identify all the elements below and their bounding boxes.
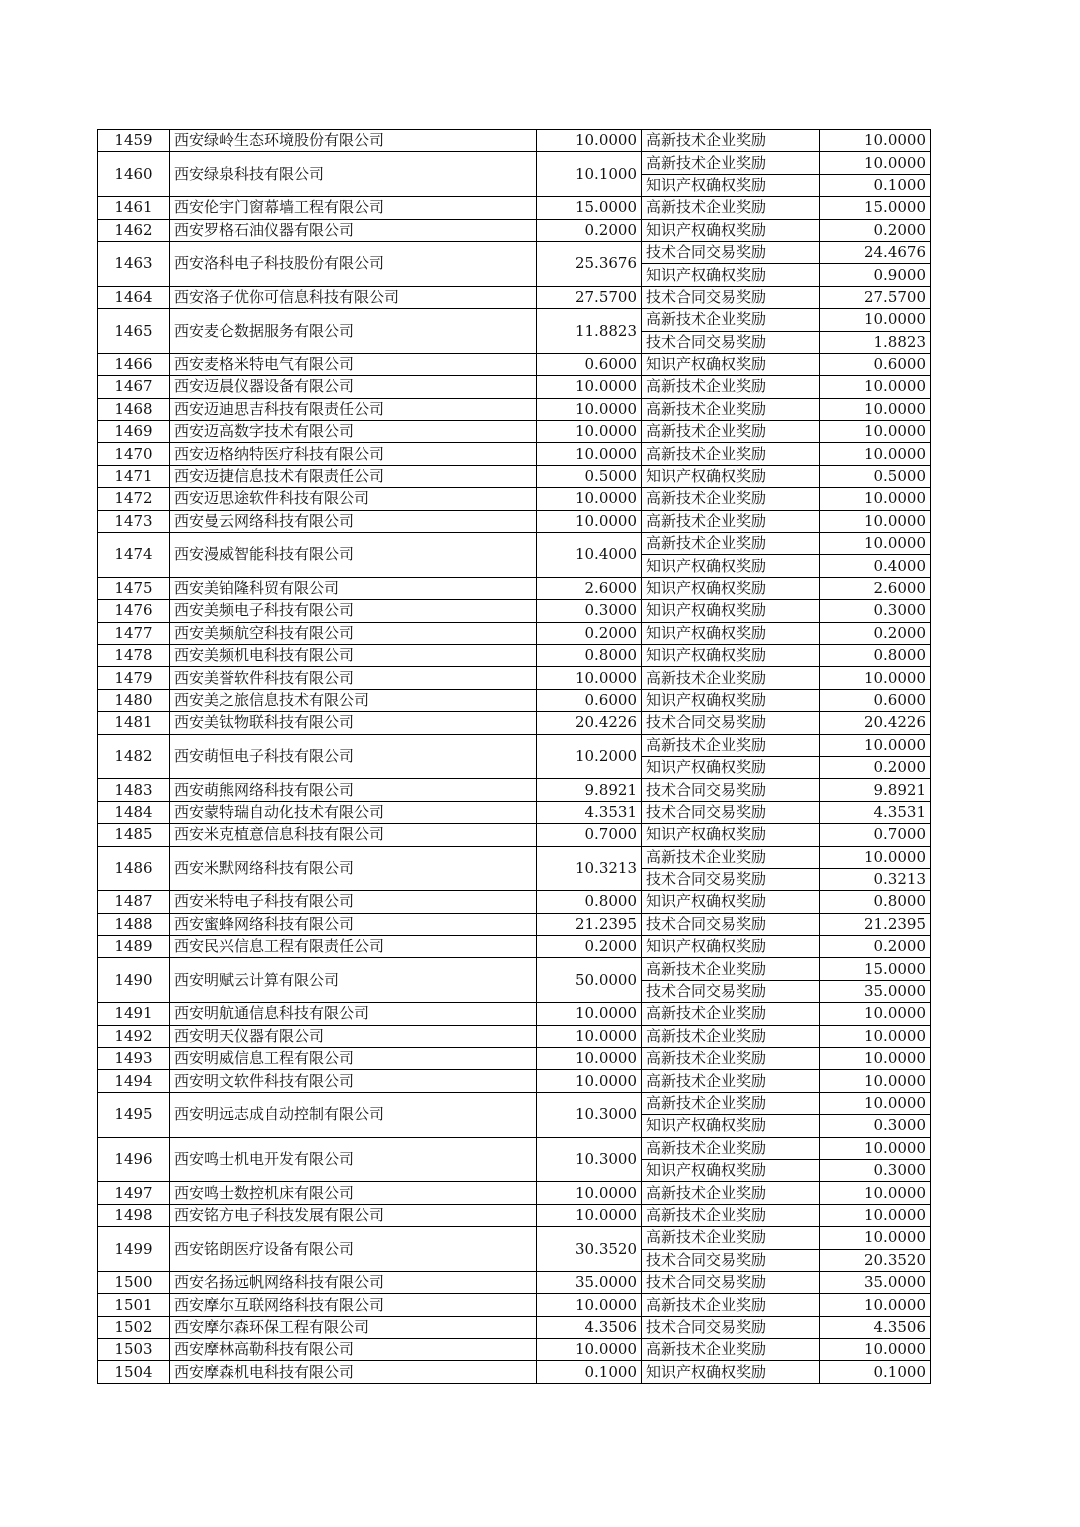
row-number: 1485 xyxy=(98,824,170,846)
total-amount: 15.0000 xyxy=(537,197,642,219)
total-amount: 0.2000 xyxy=(537,622,642,644)
row-number: 1465 xyxy=(98,309,170,354)
table-row xyxy=(98,1137,931,1159)
award-table xyxy=(97,129,931,1384)
table-row xyxy=(98,1092,931,1114)
table-row xyxy=(98,712,931,734)
award-type: 技术合同交易奖励 xyxy=(642,980,820,1002)
award-amount: 0.3213 xyxy=(820,868,931,890)
award-amount: 0.6000 xyxy=(820,353,931,375)
table-row xyxy=(98,600,931,622)
total-amount: 0.8000 xyxy=(537,891,642,913)
company-name: 西安明文软件科技有限公司 xyxy=(170,1070,537,1092)
total-amount: 50.0000 xyxy=(537,958,642,1003)
total-amount: 4.3506 xyxy=(537,1316,642,1338)
award-amount: 4.3506 xyxy=(820,1316,931,1338)
total-amount: 10.0000 xyxy=(537,488,642,510)
award-type: 高新技术企业奖励 xyxy=(642,1092,820,1114)
total-amount: 20.4226 xyxy=(537,712,642,734)
award-type: 知识产权确权奖励 xyxy=(642,622,820,644)
award-type: 高新技术企业奖励 xyxy=(642,488,820,510)
award-type: 知识产权确权奖励 xyxy=(642,824,820,846)
award-type: 知识产权确权奖励 xyxy=(642,936,820,958)
award-type: 知识产权确权奖励 xyxy=(642,577,820,599)
award-type: 技术合同交易奖励 xyxy=(642,241,820,263)
row-number: 1488 xyxy=(98,913,170,935)
company-name: 西安米特电子科技有限公司 xyxy=(170,891,537,913)
company-name: 西安迈晨仪器设备有限公司 xyxy=(170,376,537,398)
award-amount: 10.0000 xyxy=(820,1092,931,1114)
company-name: 西安蜜蜂网络科技有限公司 xyxy=(170,913,537,935)
table-row xyxy=(98,219,931,241)
company-name: 西安摩林高勒科技有限公司 xyxy=(170,1339,537,1361)
total-amount: 10.0000 xyxy=(537,1182,642,1204)
company-name: 西安萌熊网络科技有限公司 xyxy=(170,779,537,801)
award-amount: 0.2000 xyxy=(820,756,931,778)
table-row xyxy=(98,286,931,308)
award-type: 高新技术企业奖励 xyxy=(642,734,820,756)
award-type: 技术合同交易奖励 xyxy=(642,1271,820,1293)
row-number: 1477 xyxy=(98,622,170,644)
award-amount: 35.0000 xyxy=(820,1271,931,1293)
table-row xyxy=(98,421,931,443)
award-amount: 0.7000 xyxy=(820,824,931,846)
table-row xyxy=(98,1003,931,1025)
total-amount: 25.3676 xyxy=(537,241,642,286)
company-name: 西安麦格米特电气有限公司 xyxy=(170,353,537,375)
row-number: 1484 xyxy=(98,801,170,823)
table-row xyxy=(98,1271,931,1293)
award-type: 高新技术企业奖励 xyxy=(642,958,820,980)
award-amount: 20.4226 xyxy=(820,712,931,734)
award-type: 高新技术企业奖励 xyxy=(642,421,820,443)
row-number: 1483 xyxy=(98,779,170,801)
award-type: 知识产权确权奖励 xyxy=(642,264,820,286)
award-type: 知识产权确权奖励 xyxy=(642,1159,820,1181)
table-row xyxy=(98,1316,931,1338)
table-row xyxy=(98,533,931,555)
award-type: 高新技术企业奖励 xyxy=(642,1070,820,1092)
company-name: 西安洛科电子科技股份有限公司 xyxy=(170,241,537,286)
total-amount: 10.0000 xyxy=(537,376,642,398)
company-name: 西安美之旅信息技术有限公司 xyxy=(170,689,537,711)
company-name: 西安美誉软件科技有限公司 xyxy=(170,667,537,689)
row-number: 1496 xyxy=(98,1137,170,1182)
company-name: 西安麦仑数据服务有限公司 xyxy=(170,309,537,354)
award-amount: 0.9000 xyxy=(820,264,931,286)
table-row xyxy=(98,152,931,174)
table-row xyxy=(98,1048,931,1070)
award-amount: 10.0000 xyxy=(820,1339,931,1361)
company-name: 西安绿岭生态环境股份有限公司 xyxy=(170,130,537,152)
total-amount: 10.0000 xyxy=(537,421,642,443)
row-number: 1479 xyxy=(98,667,170,689)
award-amount: 35.0000 xyxy=(820,980,931,1002)
company-name: 西安摩森机电科技有限公司 xyxy=(170,1361,537,1383)
company-name: 西安迈思途软件科技有限公司 xyxy=(170,488,537,510)
row-number: 1459 xyxy=(98,130,170,152)
company-name: 西安米默网络科技有限公司 xyxy=(170,846,537,891)
company-name: 西安明天仪器有限公司 xyxy=(170,1025,537,1047)
table-row xyxy=(98,1070,931,1092)
company-name: 西安明威信息工程有限公司 xyxy=(170,1048,537,1070)
company-name: 西安曼云网络科技有限公司 xyxy=(170,510,537,532)
table-row xyxy=(98,622,931,644)
row-number: 1482 xyxy=(98,734,170,779)
row-number: 1498 xyxy=(98,1204,170,1226)
row-number: 1481 xyxy=(98,712,170,734)
row-number: 1501 xyxy=(98,1294,170,1316)
total-amount: 10.0000 xyxy=(537,1070,642,1092)
award-amount: 10.0000 xyxy=(820,398,931,420)
award-amount: 4.3531 xyxy=(820,801,931,823)
company-name: 西安摩尔森环保工程有限公司 xyxy=(170,1316,537,1338)
award-amount: 10.0000 xyxy=(820,1003,931,1025)
award-type: 高新技术企业奖励 xyxy=(642,1339,820,1361)
award-type: 知识产权确权奖励 xyxy=(642,644,820,666)
total-amount: 10.1000 xyxy=(537,152,642,197)
company-name: 西安明赋云计算有限公司 xyxy=(170,958,537,1003)
table-row xyxy=(98,1361,931,1383)
award-type: 技术合同交易奖励 xyxy=(642,868,820,890)
table-row xyxy=(98,846,931,868)
award-amount: 0.2000 xyxy=(820,219,931,241)
award-type: 知识产权确权奖励 xyxy=(642,353,820,375)
total-amount: 10.0000 xyxy=(537,1339,642,1361)
row-number: 1460 xyxy=(98,152,170,197)
award-type: 高新技术企业奖励 xyxy=(642,846,820,868)
table-row xyxy=(98,1025,931,1047)
company-name: 西安萌恒电子科技有限公司 xyxy=(170,734,537,779)
company-name: 西安美频航空科技有限公司 xyxy=(170,622,537,644)
total-amount: 27.5700 xyxy=(537,286,642,308)
award-amount: 27.5700 xyxy=(820,286,931,308)
award-type: 知识产权确权奖励 xyxy=(642,689,820,711)
total-amount: 9.8921 xyxy=(537,779,642,801)
row-number: 1475 xyxy=(98,577,170,599)
table-row xyxy=(98,936,931,958)
table-row xyxy=(98,644,931,666)
award-amount: 21.2395 xyxy=(820,913,931,935)
total-amount: 21.2395 xyxy=(537,913,642,935)
row-number: 1502 xyxy=(98,1316,170,1338)
award-amount: 0.1000 xyxy=(820,1361,931,1383)
table-row xyxy=(98,398,931,420)
table-row xyxy=(98,958,931,980)
row-number: 1486 xyxy=(98,846,170,891)
total-amount: 10.2000 xyxy=(537,734,642,779)
award-amount: 10.0000 xyxy=(820,510,931,532)
company-name: 西安迈格纳特医疗科技有限公司 xyxy=(170,443,537,465)
total-amount: 10.4000 xyxy=(537,533,642,578)
total-amount: 0.7000 xyxy=(537,824,642,846)
company-name: 西安摩尔互联网络科技有限公司 xyxy=(170,1294,537,1316)
row-number: 1500 xyxy=(98,1271,170,1293)
total-amount: 4.3531 xyxy=(537,801,642,823)
total-amount: 0.6000 xyxy=(537,353,642,375)
award-amount: 10.0000 xyxy=(820,443,931,465)
company-name: 西安民兴信息工程有限责任公司 xyxy=(170,936,537,958)
row-number: 1497 xyxy=(98,1182,170,1204)
award-amount: 0.1000 xyxy=(820,174,931,196)
row-number: 1478 xyxy=(98,644,170,666)
total-amount: 0.8000 xyxy=(537,644,642,666)
award-type: 高新技术企业奖励 xyxy=(642,197,820,219)
table-row xyxy=(98,510,931,532)
company-name: 西安鸣士机电开发有限公司 xyxy=(170,1137,537,1182)
table-row xyxy=(98,241,931,263)
award-type: 高新技术企业奖励 xyxy=(642,533,820,555)
award-type: 高新技术企业奖励 xyxy=(642,398,820,420)
company-name: 西安美频机电科技有限公司 xyxy=(170,644,537,666)
award-type: 高新技术企业奖励 xyxy=(642,1204,820,1226)
row-number: 1473 xyxy=(98,510,170,532)
award-amount: 0.3000 xyxy=(820,1159,931,1181)
award-type: 高新技术企业奖励 xyxy=(642,376,820,398)
total-amount: 10.0000 xyxy=(537,398,642,420)
award-amount: 10.0000 xyxy=(820,734,931,756)
award-amount: 15.0000 xyxy=(820,197,931,219)
total-amount: 0.6000 xyxy=(537,689,642,711)
award-amount: 10.0000 xyxy=(820,376,931,398)
row-number: 1471 xyxy=(98,465,170,487)
award-amount: 0.8000 xyxy=(820,891,931,913)
award-amount: 10.0000 xyxy=(820,1048,931,1070)
total-amount: 10.0000 xyxy=(537,1294,642,1316)
award-type: 技术合同交易奖励 xyxy=(642,913,820,935)
award-amount: 10.0000 xyxy=(820,421,931,443)
award-type: 知识产权确权奖励 xyxy=(642,219,820,241)
table-row xyxy=(98,1339,931,1361)
table-row xyxy=(98,443,931,465)
award-amount: 10.0000 xyxy=(820,1204,931,1226)
total-amount: 10.0000 xyxy=(537,667,642,689)
table-row xyxy=(98,779,931,801)
award-amount: 10.0000 xyxy=(820,1025,931,1047)
total-amount: 10.0000 xyxy=(537,1048,642,1070)
award-amount: 10.0000 xyxy=(820,1070,931,1092)
company-name: 西安蒙特瑞自动化技术有限公司 xyxy=(170,801,537,823)
total-amount: 0.2000 xyxy=(537,219,642,241)
company-name: 西安洛子优你可信息科技有限公司 xyxy=(170,286,537,308)
company-name: 西安罗格石油仪器有限公司 xyxy=(170,219,537,241)
award-amount: 0.8000 xyxy=(820,644,931,666)
award-amount: 9.8921 xyxy=(820,779,931,801)
total-amount: 0.1000 xyxy=(537,1361,642,1383)
award-amount: 1.8823 xyxy=(820,331,931,353)
row-number: 1469 xyxy=(98,421,170,443)
award-type: 高新技术企业奖励 xyxy=(642,510,820,532)
award-type: 知识产权确权奖励 xyxy=(642,600,820,622)
company-name: 西安名扬远帆网络科技有限公司 xyxy=(170,1271,537,1293)
company-name: 西安美钛物联科技有限公司 xyxy=(170,712,537,734)
total-amount: 10.3000 xyxy=(537,1137,642,1182)
award-type: 高新技术企业奖励 xyxy=(642,1227,820,1249)
award-type: 技术合同交易奖励 xyxy=(642,712,820,734)
award-amount: 10.0000 xyxy=(820,846,931,868)
total-amount: 10.0000 xyxy=(537,1025,642,1047)
row-number: 1493 xyxy=(98,1048,170,1070)
total-amount: 0.5000 xyxy=(537,465,642,487)
award-amount: 10.0000 xyxy=(820,667,931,689)
award-amount: 0.4000 xyxy=(820,555,931,577)
total-amount: 2.6000 xyxy=(537,577,642,599)
row-number: 1480 xyxy=(98,689,170,711)
award-type: 技术合同交易奖励 xyxy=(642,1249,820,1271)
award-type: 知识产权确权奖励 xyxy=(642,891,820,913)
row-number: 1470 xyxy=(98,443,170,465)
award-type: 技术合同交易奖励 xyxy=(642,801,820,823)
award-amount: 0.6000 xyxy=(820,689,931,711)
total-amount: 35.0000 xyxy=(537,1271,642,1293)
award-amount: 24.4676 xyxy=(820,241,931,263)
award-type: 高新技术企业奖励 xyxy=(642,130,820,152)
row-number: 1462 xyxy=(98,219,170,241)
table-row xyxy=(98,353,931,375)
award-type: 高新技术企业奖励 xyxy=(642,1048,820,1070)
row-number: 1466 xyxy=(98,353,170,375)
company-name: 西安明航通信息科技有限公司 xyxy=(170,1003,537,1025)
award-amount: 10.0000 xyxy=(820,1294,931,1316)
award-table-body xyxy=(98,130,931,1384)
row-number: 1489 xyxy=(98,936,170,958)
company-name: 西安明远志成自动控制有限公司 xyxy=(170,1092,537,1137)
award-type: 知识产权确权奖励 xyxy=(642,174,820,196)
company-name: 西安迈迪思吉科技有限责任公司 xyxy=(170,398,537,420)
table-row xyxy=(98,891,931,913)
award-amount: 10.0000 xyxy=(820,488,931,510)
total-amount: 10.0000 xyxy=(537,510,642,532)
row-number: 1494 xyxy=(98,1070,170,1092)
award-amount: 10.0000 xyxy=(820,1227,931,1249)
row-number: 1495 xyxy=(98,1092,170,1137)
award-type: 技术合同交易奖励 xyxy=(642,286,820,308)
award-amount: 10.0000 xyxy=(820,1137,931,1159)
award-type: 知识产权确权奖励 xyxy=(642,756,820,778)
award-type: 高新技术企业奖励 xyxy=(642,1003,820,1025)
award-amount: 10.0000 xyxy=(820,309,931,331)
company-name: 西安美频电子科技有限公司 xyxy=(170,600,537,622)
total-amount: 10.0000 xyxy=(537,130,642,152)
row-number: 1461 xyxy=(98,197,170,219)
award-amount: 0.2000 xyxy=(820,936,931,958)
row-number: 1492 xyxy=(98,1025,170,1047)
total-amount: 10.0000 xyxy=(537,1204,642,1226)
table-row xyxy=(98,577,931,599)
table-row xyxy=(98,689,931,711)
row-number: 1490 xyxy=(98,958,170,1003)
table-row xyxy=(98,197,931,219)
row-number: 1464 xyxy=(98,286,170,308)
table-row xyxy=(98,465,931,487)
award-type: 高新技术企业奖励 xyxy=(642,667,820,689)
table-row xyxy=(98,488,931,510)
table-row xyxy=(98,130,931,152)
table-row xyxy=(98,309,931,331)
table-row xyxy=(98,734,931,756)
award-amount: 15.0000 xyxy=(820,958,931,980)
table-row xyxy=(98,667,931,689)
award-amount: 10.0000 xyxy=(820,1182,931,1204)
award-type: 高新技术企业奖励 xyxy=(642,309,820,331)
total-amount: 0.3000 xyxy=(537,600,642,622)
award-type: 技术合同交易奖励 xyxy=(642,1316,820,1338)
award-type: 知识产权确权奖励 xyxy=(642,465,820,487)
company-name: 西安米克植意信息科技有限公司 xyxy=(170,824,537,846)
company-name: 西安伦宇门窗幕墙工程有限公司 xyxy=(170,197,537,219)
row-number: 1476 xyxy=(98,600,170,622)
row-number: 1504 xyxy=(98,1361,170,1383)
table-row xyxy=(98,1227,931,1249)
company-name: 西安漫威智能科技有限公司 xyxy=(170,533,537,578)
company-name: 西安铭朗医疗设备有限公司 xyxy=(170,1227,537,1272)
award-type: 高新技术企业奖励 xyxy=(642,1294,820,1316)
row-number: 1503 xyxy=(98,1339,170,1361)
award-amount: 20.3520 xyxy=(820,1249,931,1271)
award-type: 知识产权确权奖励 xyxy=(642,1361,820,1383)
table-row xyxy=(98,1204,931,1226)
table-row xyxy=(98,1182,931,1204)
row-number: 1463 xyxy=(98,241,170,286)
award-amount: 10.0000 xyxy=(820,152,931,174)
award-amount: 0.3000 xyxy=(820,1115,931,1137)
row-number: 1474 xyxy=(98,533,170,578)
award-amount: 2.6000 xyxy=(820,577,931,599)
award-type: 技术合同交易奖励 xyxy=(642,331,820,353)
row-number: 1472 xyxy=(98,488,170,510)
total-amount: 30.3520 xyxy=(537,1227,642,1272)
row-number: 1491 xyxy=(98,1003,170,1025)
award-type: 知识产权确权奖励 xyxy=(642,555,820,577)
award-amount: 0.2000 xyxy=(820,622,931,644)
row-number: 1487 xyxy=(98,891,170,913)
award-amount: 0.3000 xyxy=(820,600,931,622)
row-number: 1468 xyxy=(98,398,170,420)
table-row xyxy=(98,376,931,398)
award-type: 技术合同交易奖励 xyxy=(642,779,820,801)
award-type: 高新技术企业奖励 xyxy=(642,1025,820,1047)
table-row xyxy=(98,824,931,846)
award-amount: 10.0000 xyxy=(820,533,931,555)
total-amount: 10.3000 xyxy=(537,1092,642,1137)
row-number: 1499 xyxy=(98,1227,170,1272)
company-name: 西安迈捷信息技术有限责任公司 xyxy=(170,465,537,487)
table-row xyxy=(98,801,931,823)
award-amount: 0.5000 xyxy=(820,465,931,487)
total-amount: 10.0000 xyxy=(537,443,642,465)
total-amount: 0.2000 xyxy=(537,936,642,958)
row-number: 1467 xyxy=(98,376,170,398)
total-amount: 11.8823 xyxy=(537,309,642,354)
award-amount: 10.0000 xyxy=(820,130,931,152)
company-name: 西安绿泉科技有限公司 xyxy=(170,152,537,197)
table-row xyxy=(98,913,931,935)
company-name: 西安美铂隆科贸有限公司 xyxy=(170,577,537,599)
total-amount: 10.0000 xyxy=(537,1003,642,1025)
total-amount: 10.3213 xyxy=(537,846,642,891)
company-name: 西安鸣士数控机床有限公司 xyxy=(170,1182,537,1204)
award-type: 高新技术企业奖励 xyxy=(642,152,820,174)
award-type: 高新技术企业奖励 xyxy=(642,1137,820,1159)
company-name: 西安铭方电子科技发展有限公司 xyxy=(170,1204,537,1226)
table-row xyxy=(98,1294,931,1316)
award-type: 高新技术企业奖励 xyxy=(642,1182,820,1204)
company-name: 西安迈高数字技术有限公司 xyxy=(170,421,537,443)
award-type: 高新技术企业奖励 xyxy=(642,443,820,465)
award-type: 知识产权确权奖励 xyxy=(642,1115,820,1137)
